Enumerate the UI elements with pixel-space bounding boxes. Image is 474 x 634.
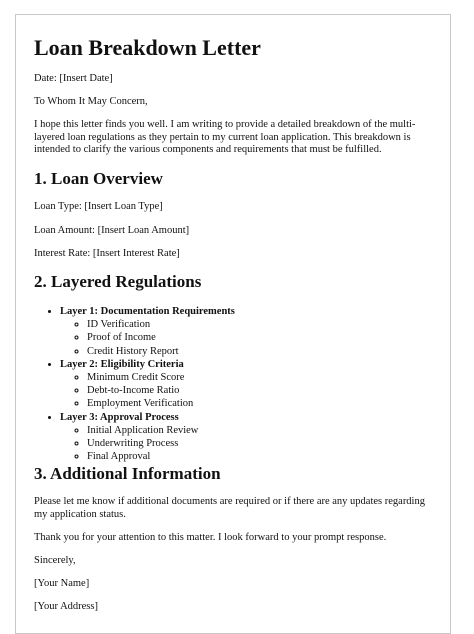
sender-name: [Your Name] (34, 578, 90, 589)
section-heading-loan-overview: 1. Loan Overview (34, 169, 163, 188)
layer-item (60, 411, 235, 464)
layer-label: Layer 1: Documentation Requirements (60, 306, 235, 317)
loan-amount-line: Loan Amount: [Insert Loan Amount] (34, 225, 190, 236)
salutation: To Whom It May Concern, (34, 96, 148, 107)
section-heading-layered-regulations: 2. Layered Regulations (34, 272, 202, 291)
regulation-layers-list (34, 305, 235, 463)
list-item: ◦ Final Approval (87, 450, 235, 463)
list-item: ◦ ID Verification (87, 318, 235, 331)
layer-label: Layer 3: Approval Process (60, 411, 179, 423)
letter-title: Loan Breakdown Letter (34, 35, 261, 60)
closing: Sincerely, (34, 555, 76, 566)
layer-label: Layer 2: Eligibility Criteria (60, 358, 184, 370)
letter-page (15, 14, 451, 634)
layer-sublist (60, 424, 235, 464)
list-item: ◦ Credit History Report (87, 345, 235, 358)
layer-sublist (60, 318, 235, 358)
list-item: ◦ Minimum Credit Score (87, 371, 235, 384)
thank-you-paragraph: Thank you for your attention to this matter. I look forward to your prompt response. (34, 532, 387, 543)
sender-address: [Your Address] (34, 601, 98, 612)
loan-type-line: Loan Type: [Insert Loan Type] (34, 201, 163, 212)
section-heading-additional-info: 3. Additional Information (34, 464, 221, 483)
list-item: ◦ Employment Verification (87, 397, 235, 410)
list-item: ◦ Proof of Income (87, 331, 235, 344)
list-item: ◦ Initial Application Review (87, 424, 235, 437)
list-item: ◦ Underwriting Process (87, 437, 235, 450)
date-line: Date: [Insert Date] (34, 73, 113, 84)
additional-info-paragraph: Please let me know if additional documents are required or if there are any updates regarding my application status. (34, 496, 425, 520)
intro-paragraph: I hope this letter finds you well. I am writing to provide a detailed breakdown of the multi-layered loan regulations as they pertain to my current loan application. This breakdown is intended to clarify the various components and requirements that must be fulfilled. (34, 119, 416, 155)
interest-rate-line: Interest Rate: [Insert Interest Rate] (34, 248, 180, 259)
layer-sublist (60, 371, 235, 411)
layer-item (60, 305, 235, 358)
list-item: ◦ Debt-to-Income Ratio (87, 384, 235, 397)
layer-item (60, 358, 235, 411)
